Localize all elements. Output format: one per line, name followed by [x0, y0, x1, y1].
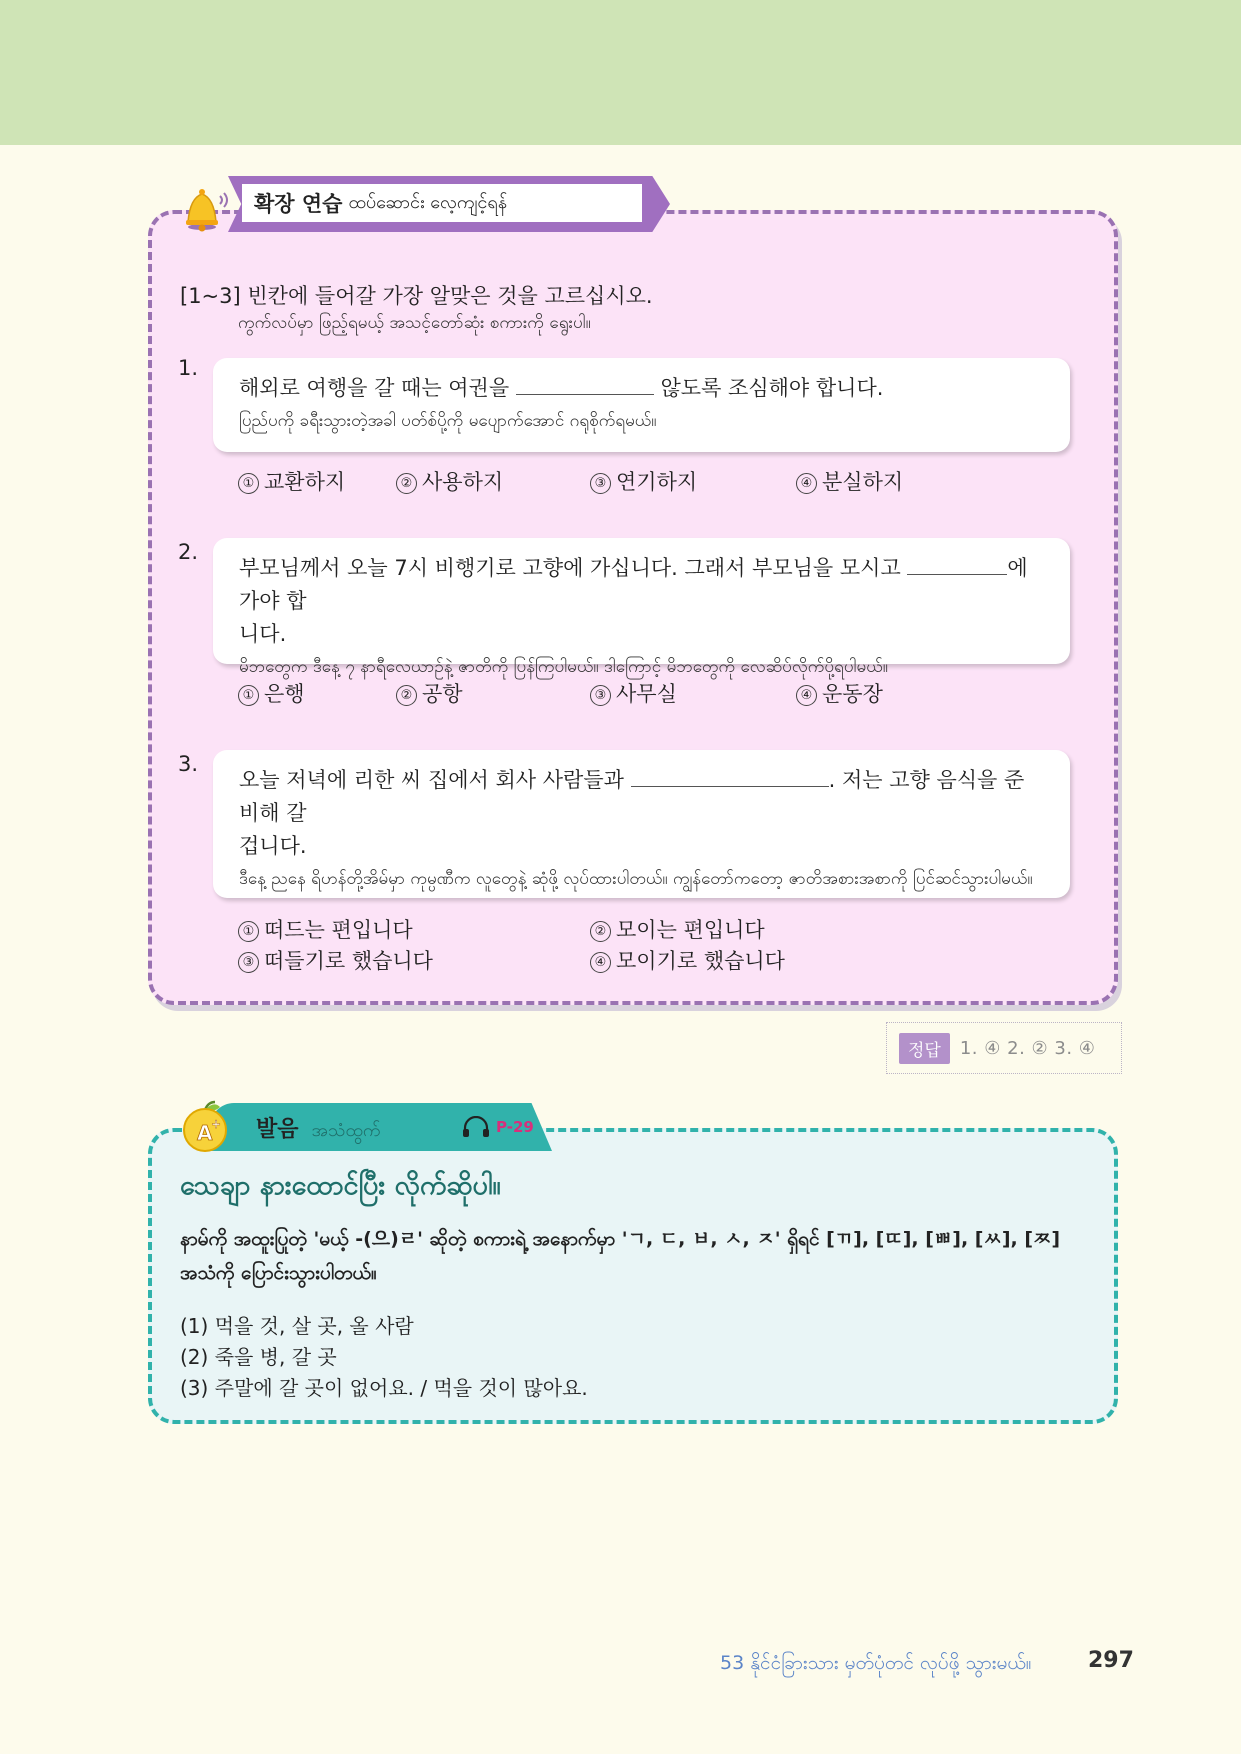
question-3-text-after: . 저는 고향 음식을 준비해 갈 — [239, 768, 1025, 825]
practice-banner — [228, 176, 670, 232]
footer-chapter-title: 53 နိုင်ငံခြားသား မှတ်ပုံတင် လုပ်ဖို့ သွားမယ်။ — [720, 1652, 1032, 1674]
question-1-number: 1. — [178, 356, 199, 380]
question-2-translation: မိဘတွေက ဒီနေ့ ၇ နာရီလေယာဉ်နဲ့ ဇာတိကို ပြန်ကြပါမယ်။ ဒါကြောင့် မိဘတွေကို လေဆိပ်လိုက်ပို့ရပါမယ်။ — [239, 657, 888, 677]
audio-page-ref: P-29 — [496, 1118, 534, 1136]
question-1-option-3[interactable]: ③ 연기하지 — [590, 466, 697, 496]
question-2-number: 2. — [178, 540, 199, 564]
top-band — [0, 0, 1241, 145]
question-2-text-cont: 니다. — [239, 622, 287, 646]
question-1-card — [213, 358, 1070, 452]
svg-text:+: + — [211, 1117, 222, 1131]
apple-grade-icon — [178, 1100, 232, 1154]
pronunciation-desc-line-2: အသံကို ပြောင်းသွားပါတယ်။ — [180, 1262, 377, 1284]
question-1-option-4[interactable]: ④ 분실하지 — [796, 466, 903, 496]
question-3-text-before: 오늘 저녁에 리한 씨 집에서 회사 사람들과 — [239, 768, 624, 792]
answer-text: 1. ④ 2. ② 3. ④ — [959, 1037, 1096, 1059]
question-3-blank — [631, 768, 829, 787]
question-2-card — [213, 538, 1070, 677]
question-3-option-2[interactable]: ② 모이는 편입니다 — [590, 914, 765, 944]
pronunciation-title-my: အသံထွက် — [311, 1120, 381, 1141]
pronunciation-tab-label — [256, 1112, 380, 1145]
pronunciation-example-2: (2) 죽을 병, 갈 곳 — [180, 1345, 337, 1369]
pronunciation-description — [180, 1222, 1100, 1290]
question-2-option-3[interactable]: ③ 사무실 — [590, 678, 677, 708]
question-1-option-2[interactable]: ② 사용하지 — [396, 466, 503, 496]
question-3-text-cont: 겁니다. — [239, 834, 307, 858]
pronunciation-desc-line-1: နာမ်ကို အထူးပြုတဲ့ 'မယ့် -(으)ㄹ' ဆိုတဲ့ စကားရဲ့ အနောက်မှာ 'ㄱ, ㄷ, ㅂ, ㅅ, ㅈ' ရှိရင် [ㄲ], [ㄸ], [ㅃ], [ㅆ], [ㅉ] — [180, 1228, 1061, 1250]
svg-text:A: A — [197, 1121, 213, 1145]
question-3-option-4[interactable]: ④ 모이기로 했습니다 — [590, 945, 785, 975]
question-1-text-before: 해외로 여행을 갈 때는 여권을 — [239, 376, 510, 400]
question-1-text-after: 않도록 조심해야 합니다. — [660, 376, 884, 400]
practice-title-my: ထပ်ဆောင်း လေ့ကျင့်ရန် — [348, 191, 508, 213]
pronunciation-title-ko: 발음 — [256, 1117, 299, 1142]
answer-label: 정답 — [899, 1033, 950, 1064]
question-2-option-1[interactable]: ① 은행 — [238, 678, 305, 708]
question-3-option-3[interactable]: ③ 떠들기로 했습니다 — [238, 945, 433, 975]
question-2-option-4[interactable]: ④ 운동장 — [796, 678, 883, 708]
question-2-blank — [907, 556, 1007, 575]
practice-title-ko: 확장 연습 — [254, 192, 343, 216]
bell-icon — [180, 180, 230, 234]
pronunciation-example-3: (3) 주말에 갈 곳이 없어요. / 먹을 것이 많아요. — [180, 1376, 588, 1400]
question-2-text-after: 에 가야 합 — [239, 556, 1028, 613]
instruction-translation: ကွက်လပ်မှာ ဖြည့်ရမယ့် အသင့်တော်ဆုံး စကားကို ရွေးပါ။ — [238, 313, 591, 333]
question-1-option-1[interactable]: ① 교환하지 — [238, 466, 345, 496]
question-3-translation: ဒီနေ့ ညနေ ရိဟန်တို့အိမ်မှာ ကုမ္ပဏီက လူတွေနဲ့ ဆုံဖို့ လုပ်ထားပါတယ်။ ကျွန်တော်ကတော့ ဇာတိအစားအစာကို ပြင်ဆင်သွားပါမယ်။ — [239, 869, 1033, 889]
answer-key — [886, 1022, 1122, 1074]
page-number: 297 — [1088, 1648, 1134, 1673]
question-3-card — [213, 750, 1070, 898]
question-1-blank — [516, 376, 654, 395]
question-2-text-before: 부모님께서 오늘 7시 비행기로 고향에 가십니다. 그래서 부모님을 모시고 — [239, 556, 901, 580]
question-2-option-2[interactable]: ② 공항 — [396, 678, 463, 708]
pronunciation-heading: သေချာ နားထောင်ပြီး လိုက်ဆိုပါ။ — [180, 1170, 501, 1201]
headphone-icon[interactable] — [462, 1116, 490, 1138]
question-1-translation: ပြည်ပကို ခရီးသွားတဲ့အခါ ပတ်စ်ပို့ကို မပျောက်အောင် ဂရုစိုက်ရမယ်။ — [239, 411, 657, 431]
pronunciation-example-1: (1) 먹을 것, 살 곳, 올 사람 — [180, 1314, 414, 1338]
question-3-option-1[interactable]: ① 떠드는 편입니다 — [238, 914, 413, 944]
instruction: [1~3] 빈칸에 들어갈 가장 알맞은 것을 고르십시오. — [180, 284, 653, 308]
question-3-number: 3. — [178, 752, 199, 776]
